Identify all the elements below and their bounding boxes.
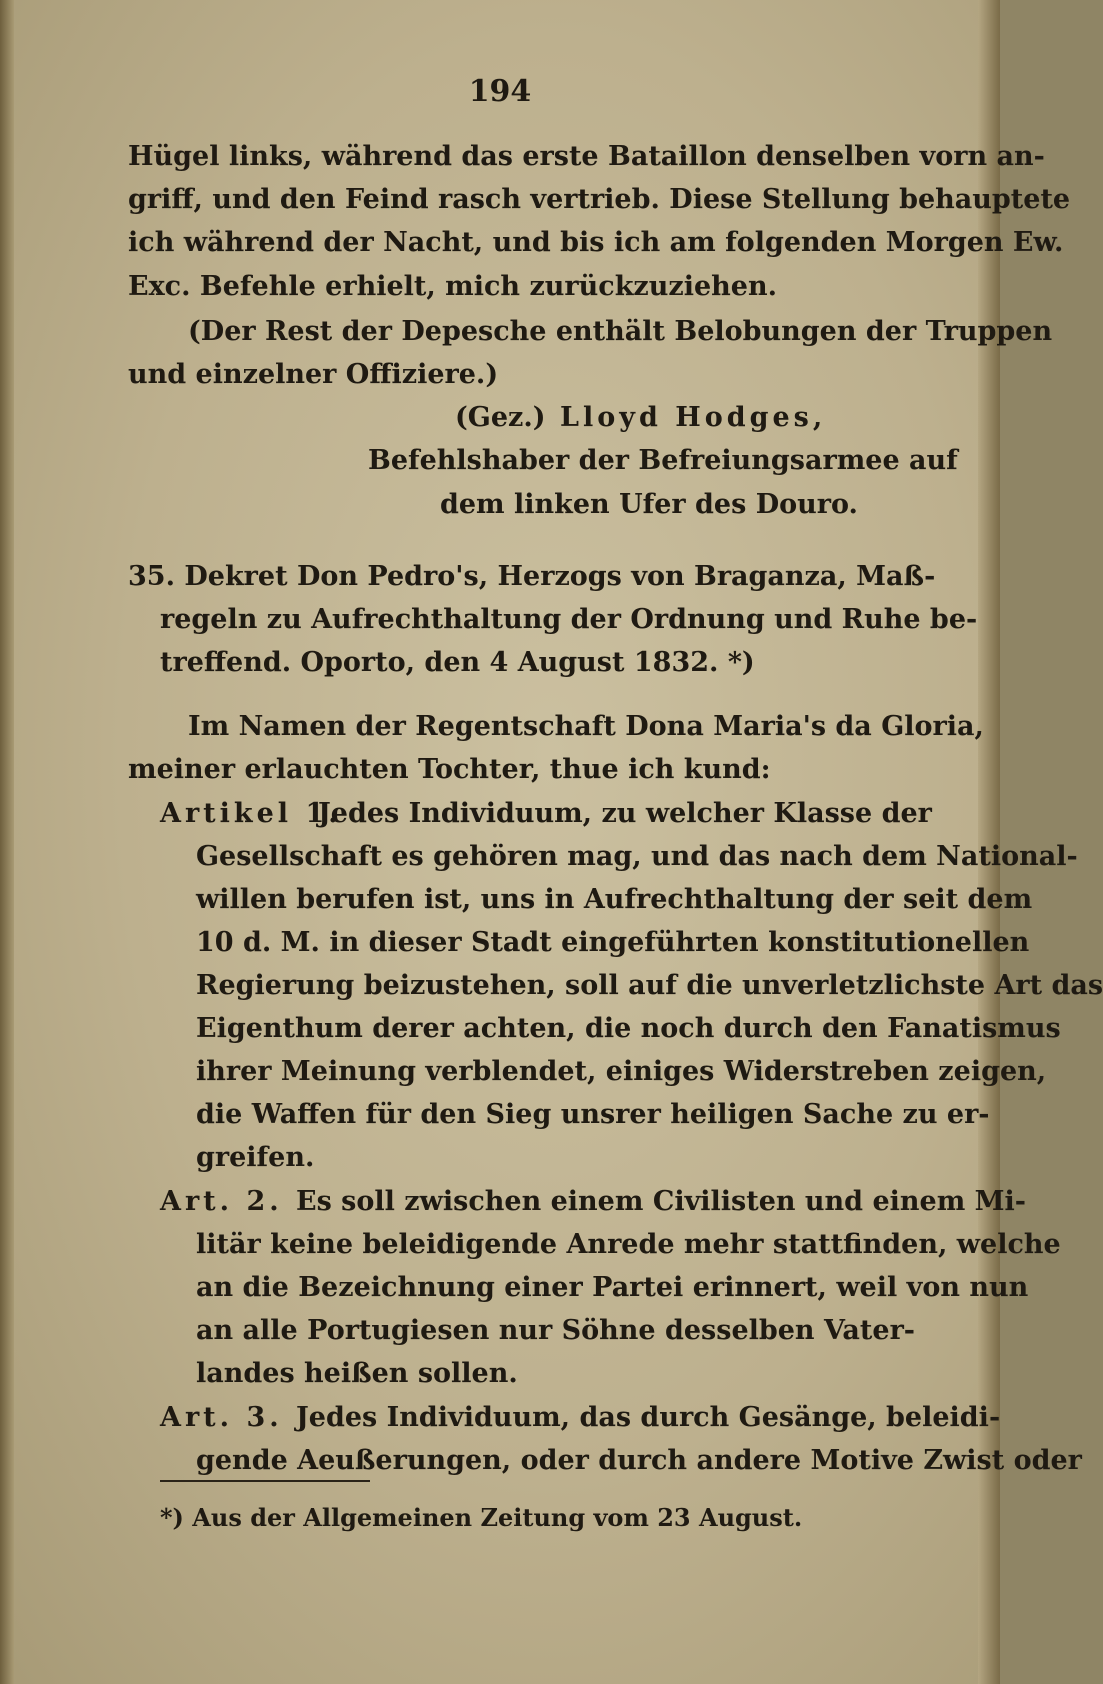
footnote-rule — [160, 1480, 370, 1482]
text-line: ich während der Nacht, und bis ich am folgenden Morgen Ew. — [128, 227, 1064, 258]
preamble-line: meiner erlauchten Tochter, thue ich kund: — [128, 754, 771, 785]
document-heading: regeln zu Aufrechthaltung der Ordnung und Ruhe be- — [160, 604, 978, 635]
article-line: 10 d. M. in dieser Stadt eingeführten konstitutionellen — [196, 927, 1030, 958]
article-line: ihrer Meinung verblendet, einiges Widerstreben zeigen, — [196, 1056, 1047, 1087]
note-line: und einzelner Offiziere.) — [128, 359, 499, 390]
text-line: Exc. Befehle erhielt, mich zurückzuziehen. — [128, 271, 778, 302]
article-line: die Waffen für den Sieg unsrer heiligen Sache zu er- — [196, 1099, 990, 1130]
article-line: gende Aeußerungen, oder durch andere Motive Zwist oder — [196, 1445, 1082, 1476]
article-label: Artikel 1. — [160, 798, 342, 829]
article-line: greifen. — [196, 1142, 315, 1173]
article-line: Es soll zwischen einem Civilisten und einem Mi- — [296, 1186, 1027, 1217]
article-line: Regierung beizustehen, soll auf die unverletzlichste Art das — [196, 970, 1103, 1001]
text-line: griff, und den Feind rasch vertrieb. Diese Stellung behauptete — [128, 184, 1071, 215]
page-edge-left — [0, 0, 14, 1684]
page-number: 194 — [468, 74, 532, 109]
article-line: an alle Portugiesen nur Söhne desselben Vater- — [196, 1315, 916, 1346]
article-line: Eigenthum derer achten, die noch durch den Fanatismus — [196, 1013, 1061, 1044]
article-line: litär keine beleidigende Anrede mehr stattfinden, welche — [196, 1229, 1061, 1260]
document-heading: 35. Dekret Don Pedro's, Herzogs von Braganza, Maß- — [128, 561, 936, 592]
article-line: willen berufen ist, uns in Aufrechthaltung der seit dem — [196, 884, 1033, 915]
footnote: *) Aus der Allgemeinen Zeitung vom 23 August. — [160, 1503, 803, 1532]
signature-title: Befehlshaber der Befreiungsarmee auf — [368, 445, 958, 476]
signature-prefix: (Gez.) — [455, 402, 546, 433]
note-line: (Der Rest der Depesche enthält Belobungen der Truppen — [188, 316, 1053, 347]
article-label: Art. 3. — [160, 1402, 283, 1433]
signature-title: dem linken Ufer des Douro. — [440, 489, 858, 520]
preamble-line: Im Namen der Regentschaft Dona Maria's da Gloria, — [188, 711, 984, 742]
article-line: Jedes Individuum, zu welcher Klasse der — [318, 798, 932, 829]
article-line: an die Bezeichnung einer Partei erinnert, weil von nun — [196, 1272, 1029, 1303]
article-line: landes heißen sollen. — [196, 1358, 518, 1389]
article-label: Art. 2. — [160, 1186, 283, 1217]
signature-name: Lloyd Hodges, — [560, 402, 827, 433]
article-line: Jedes Individuum, das durch Gesänge, beleidi- — [296, 1402, 1001, 1433]
article-line: Gesellschaft es gehören mag, und das nach dem National- — [196, 841, 1078, 872]
text-line: Hügel links, während das erste Bataillon denselben vorn an- — [128, 141, 1045, 172]
document-heading: treffend. Oporto, den 4 August 1832. *) — [160, 647, 755, 678]
